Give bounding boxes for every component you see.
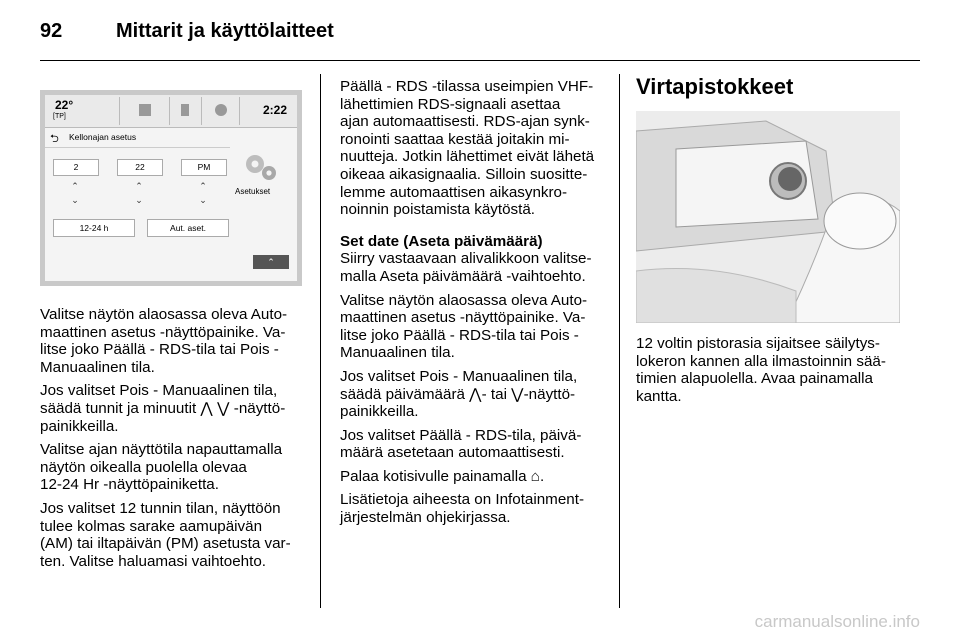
hour-up-icon: ⌃ — [71, 181, 79, 191]
hour-field: 2 — [53, 159, 99, 176]
page-number: 92 — [40, 20, 63, 42]
phone-icon — [181, 104, 189, 116]
screen-menu-title: Kellonajan asetus — [69, 132, 137, 142]
col2-paragraph-6: Palaa kotisivulle painamalla ⌂. — [340, 467, 545, 485]
col2-paragraph-7: Lisätietoja aiheesta on Infotainment- järjestelmän ohjekirjassa. — [340, 491, 585, 527]
column-3-caption — [636, 335, 908, 411]
page-header — [40, 20, 920, 46]
col1-paragraph-1: Valitse näytön alaosassa oleva Auto- maattinen asetus -näyttöpainike. Va- litse joko Päällä - RDS-tila tai Pois - Manuaalinen tila. — [40, 306, 288, 376]
col1-paragraph-4: Jos valitset 12 tunnin tilan, näyttöön tulee kolmas sarake aamupäivän (AM) tai iltapäivän (PM) asetusta var- ten. Valitse haluamasi vaihtoehto. — [40, 499, 291, 570]
col1-paragraph-3: Valitse ajan näyttötila napauttamalla näytön oikealla puolella olevaa 12-24 Hr -näyttöpainiketta. — [40, 441, 283, 494]
ampm-down-icon: ⌄ — [199, 195, 207, 205]
settings-label: Asetukset — [235, 187, 271, 196]
btn-auto-settings: Aut. aset. — [147, 219, 229, 237]
column-divider-1 — [320, 74, 321, 608]
col2-paragraph-3: Valitse näytön alaosassa oleva Auto- maattinen asetus -näyttöpainike. Va- litse joko Päällä - RDS-tila tai Pois - Manuaalinen tila. — [340, 291, 588, 362]
ampm-up-icon: ⌃ — [199, 181, 207, 191]
screen-status-bar — [45, 95, 297, 128]
screen-title-bar — [45, 129, 230, 148]
chapter-title: Mittarit ja käyttölaitteet — [116, 20, 334, 42]
col2-paragraph-4: Jos valitset Pois - Manuaalinen tila, säädä päivämäärä ⋀- tai ⋁-näyttö- painikkeilla. — [340, 367, 578, 421]
col1-paragraph-2: Jos valitset Pois - Manuaalinen tila, säädä tunnit ja minuutit ⋀ ⋁ -näyttö- painikkeilla. — [40, 382, 286, 435]
screen-time: 2:22 — [262, 103, 287, 117]
section-heading: Virtapistokkeet — [636, 74, 794, 99]
info-icon — [215, 104, 227, 116]
column-divider-2 — [619, 74, 620, 608]
ampm-field: PM — [181, 159, 227, 176]
set-date-heading: Set date (Aseta päivämäärä) — [340, 232, 543, 250]
header-rule — [40, 60, 920, 61]
col2-paragraph-2: Siirry vastaavaan alivalikkoon valitse- malla Aseta päivämäärä -vaihtoehto. — [340, 250, 592, 285]
hour-down-icon: ⌄ — [71, 195, 79, 205]
minute-down-icon: ⌄ — [135, 195, 143, 205]
power-outlet-photo — [636, 111, 900, 323]
music-icon — [139, 104, 151, 116]
back-arrow-icon: ⮌ — [50, 133, 59, 145]
watermark: carmanualsonline.info — [754, 612, 920, 631]
screen-temperature: 22° — [55, 98, 74, 112]
minute-up-icon: ⌃ — [135, 181, 143, 191]
column-1 — [40, 306, 310, 576]
column-3 — [636, 74, 906, 99]
gear-icon — [241, 151, 281, 185]
screen-tp: [TP] — [53, 113, 66, 120]
infotainment-screen-figure — [40, 90, 302, 286]
outlet-caption: 12 voltin pistorasia sijaitsee säilytys- lokeron kannen alla ilmastoinnin sää- timien alapuolella. Avaa painamalla kantta. — [636, 335, 886, 405]
minute-field: 22 — [117, 159, 163, 176]
btn-12-24: 12-24 h — [53, 219, 135, 237]
column-2 — [340, 78, 612, 533]
col2-paragraph-1: Päällä - RDS -tilassa useimpien VHF- lähettimien RDS-signaali asettaa ajan automaattisesti. RDS-ajan synk- ronointi saattaa kestää joitakin mi- nuutteja. Jotkin lähettimet eivät lähetä oikeaa aikasignaalia. Silloin suositte- lemme automaattisen aikasynkro- noinnin poistamista käytöstä. — [340, 78, 595, 219]
col2-paragraph-5: Jos valitset Päällä - RDS-tila, päivä- määrä asetetaan automaattisesti. — [340, 426, 582, 462]
collapse-button: ⌃ — [253, 255, 289, 269]
